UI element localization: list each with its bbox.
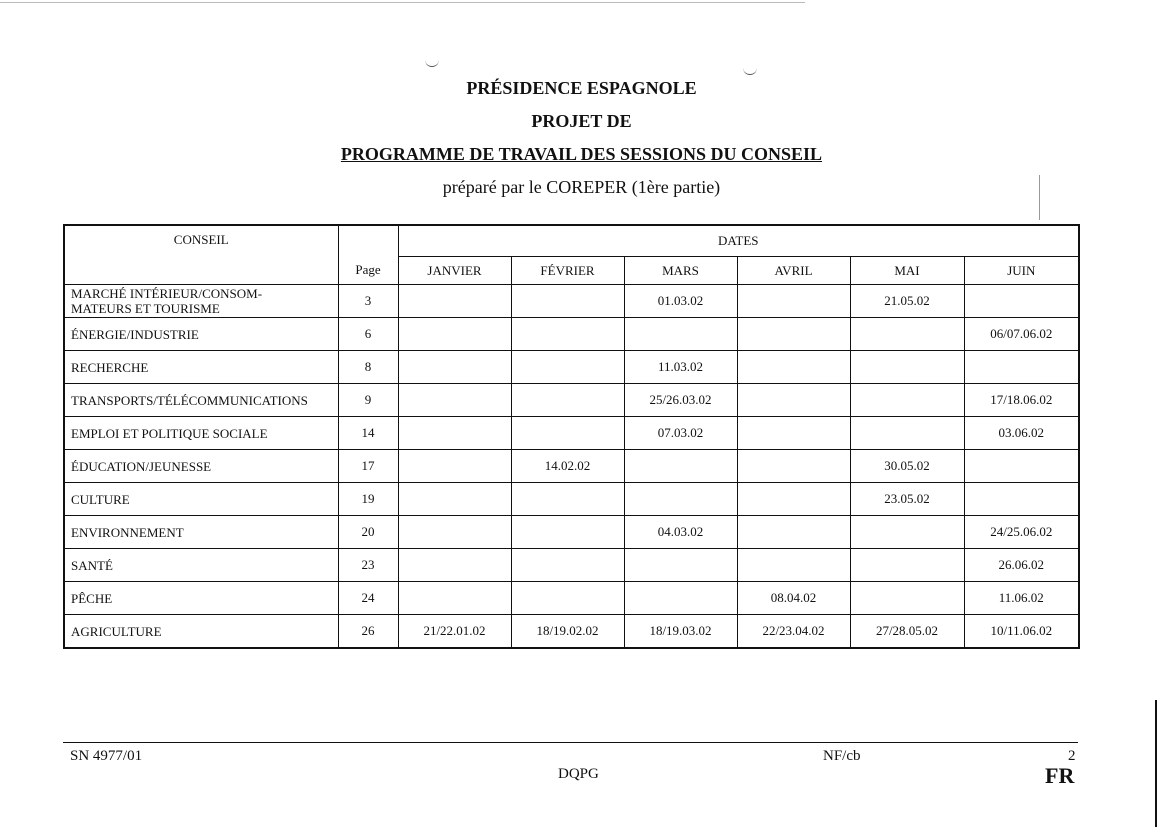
session-date: [850, 351, 964, 384]
month-header: MARS: [624, 257, 737, 285]
session-date: [398, 516, 511, 549]
table-row: [64, 384, 1079, 417]
punch-hole-mark: [743, 66, 757, 75]
page-ref: 14: [338, 417, 398, 450]
session-date: [511, 516, 624, 549]
session-date: 11.03.02: [624, 351, 737, 384]
session-date: 27/28.05.02: [850, 615, 964, 649]
department-code: DQPG: [558, 766, 599, 782]
page-ref: 3: [338, 285, 398, 318]
session-date: [624, 582, 737, 615]
session-date: [964, 285, 1079, 318]
session-date: [398, 549, 511, 582]
page-ref: 23: [338, 549, 398, 582]
session-date: [511, 285, 624, 318]
punch-hole-mark: [425, 58, 439, 67]
page-ref: 9: [338, 384, 398, 417]
session-date: [850, 582, 964, 615]
session-date: 07.03.02: [624, 417, 737, 450]
author-initials: NF/cb: [823, 748, 861, 764]
session-date: 03.06.02: [964, 417, 1079, 450]
session-date: [737, 285, 850, 318]
scan-artifact-line: [0, 2, 805, 3]
dates-header: DATES: [398, 225, 1079, 257]
session-date: 26.06.02: [964, 549, 1079, 582]
session-date: 14.02.02: [511, 450, 624, 483]
session-date: [511, 483, 624, 516]
session-date: [737, 417, 850, 450]
session-date: [624, 318, 737, 351]
programme-title: PROGRAMME DE TRAVAIL DES SESSIONS DU CONSEIL: [340, 144, 823, 164]
session-date: [850, 516, 964, 549]
session-date: [964, 351, 1079, 384]
session-date: [737, 351, 850, 384]
project-title: PROJET DE: [531, 111, 632, 131]
council-name: TRANSPORTS/TÉLÉCOMMUNICATIONS: [64, 384, 338, 417]
session-date: [398, 351, 511, 384]
page-ref: 17: [338, 450, 398, 483]
council-name: MARCHÉ INTÉRIEUR/CONSOM- MATEURS ET TOURISME: [64, 285, 338, 318]
table-row: [64, 615, 1079, 649]
table-row: [64, 417, 1079, 450]
session-date: 22/23.04.02: [737, 615, 850, 649]
session-date: [737, 450, 850, 483]
session-date: 23.05.02: [850, 483, 964, 516]
presidency-title: PRÉSIDENCE ESPAGNOLE: [466, 78, 697, 98]
session-date: [511, 549, 624, 582]
month-header: JUIN: [964, 257, 1079, 285]
session-date: [850, 549, 964, 582]
session-date: [964, 450, 1079, 483]
language-code: FR: [1045, 763, 1075, 788]
session-date: [511, 318, 624, 351]
footer-divider: [63, 742, 1078, 743]
session-date: [737, 549, 850, 582]
page-ref: 24: [338, 582, 398, 615]
sessions-table: [63, 224, 1080, 649]
table-row: [64, 318, 1079, 351]
prepared-by-subtitle: préparé par le COREPER (1ère partie): [442, 177, 721, 197]
page-ref: 8: [338, 351, 398, 384]
council-name: SANTÉ: [64, 549, 338, 582]
session-date: [511, 417, 624, 450]
session-date: [850, 384, 964, 417]
session-date: [624, 450, 737, 483]
page-header: Page: [338, 225, 398, 285]
session-date: [511, 582, 624, 615]
session-date: 18/19.03.02: [624, 615, 737, 649]
session-date: [737, 384, 850, 417]
council-name: ENVIRONNEMENT: [64, 516, 338, 549]
council-name: EMPLOI ET POLITIQUE SOCIALE: [64, 417, 338, 450]
session-date: 30.05.02: [850, 450, 964, 483]
session-date: [398, 285, 511, 318]
page-ref: 6: [338, 318, 398, 351]
session-date: 06/07.06.02: [964, 318, 1079, 351]
session-date: 25/26.03.02: [624, 384, 737, 417]
session-date: [964, 483, 1079, 516]
council-name: ÉDUCATION/JEUNESSE: [64, 450, 338, 483]
council-name: RECHERCHE: [64, 351, 338, 384]
table-row: [64, 351, 1079, 384]
session-date: [398, 450, 511, 483]
page-ref: 19: [338, 483, 398, 516]
session-date: 01.03.02: [624, 285, 737, 318]
document-reference: SN 4977/01: [70, 748, 143, 764]
page-number: 2: [1068, 748, 1076, 764]
table-row: [64, 549, 1079, 582]
table-row: [64, 483, 1079, 516]
session-date: 17/18.06.02: [964, 384, 1079, 417]
table-row: [64, 582, 1079, 615]
session-date: 11.06.02: [964, 582, 1079, 615]
page-ref: 20: [338, 516, 398, 549]
session-date: 04.03.02: [624, 516, 737, 549]
session-date: [737, 318, 850, 351]
session-date: 18/19.02.02: [511, 615, 624, 649]
month-header: AVRIL: [737, 257, 850, 285]
council-name: ÉNERGIE/INDUSTRIE: [64, 318, 338, 351]
session-date: [398, 582, 511, 615]
session-date: [850, 417, 964, 450]
table-row: [64, 450, 1079, 483]
session-date: [398, 483, 511, 516]
session-date: [737, 516, 850, 549]
session-date: [624, 483, 737, 516]
session-date: [398, 384, 511, 417]
council-name: AGRICULTURE: [64, 615, 338, 649]
page-ref: 26: [338, 615, 398, 649]
session-date: [511, 351, 624, 384]
table-body: [64, 285, 1079, 649]
month-header: MAI: [850, 257, 964, 285]
session-date: [850, 318, 964, 351]
session-date: 08.04.02: [737, 582, 850, 615]
council-name: CULTURE: [64, 483, 338, 516]
session-date: 21/22.01.02: [398, 615, 511, 649]
session-date: 10/11.06.02: [964, 615, 1079, 649]
session-date: [398, 417, 511, 450]
session-date: [737, 483, 850, 516]
month-header: JANVIER: [398, 257, 511, 285]
page-edge-line: [1155, 700, 1157, 827]
session-date: 21.05.02: [850, 285, 964, 318]
session-date: 24/25.06.02: [964, 516, 1079, 549]
table-row: [64, 516, 1079, 549]
council-name: PÊCHE: [64, 582, 338, 615]
session-date: [398, 318, 511, 351]
table-row: [64, 285, 1079, 318]
session-date: [511, 384, 624, 417]
conseil-header: CONSEIL: [64, 225, 338, 285]
month-header: FÉVRIER: [511, 257, 624, 285]
session-date: [624, 549, 737, 582]
